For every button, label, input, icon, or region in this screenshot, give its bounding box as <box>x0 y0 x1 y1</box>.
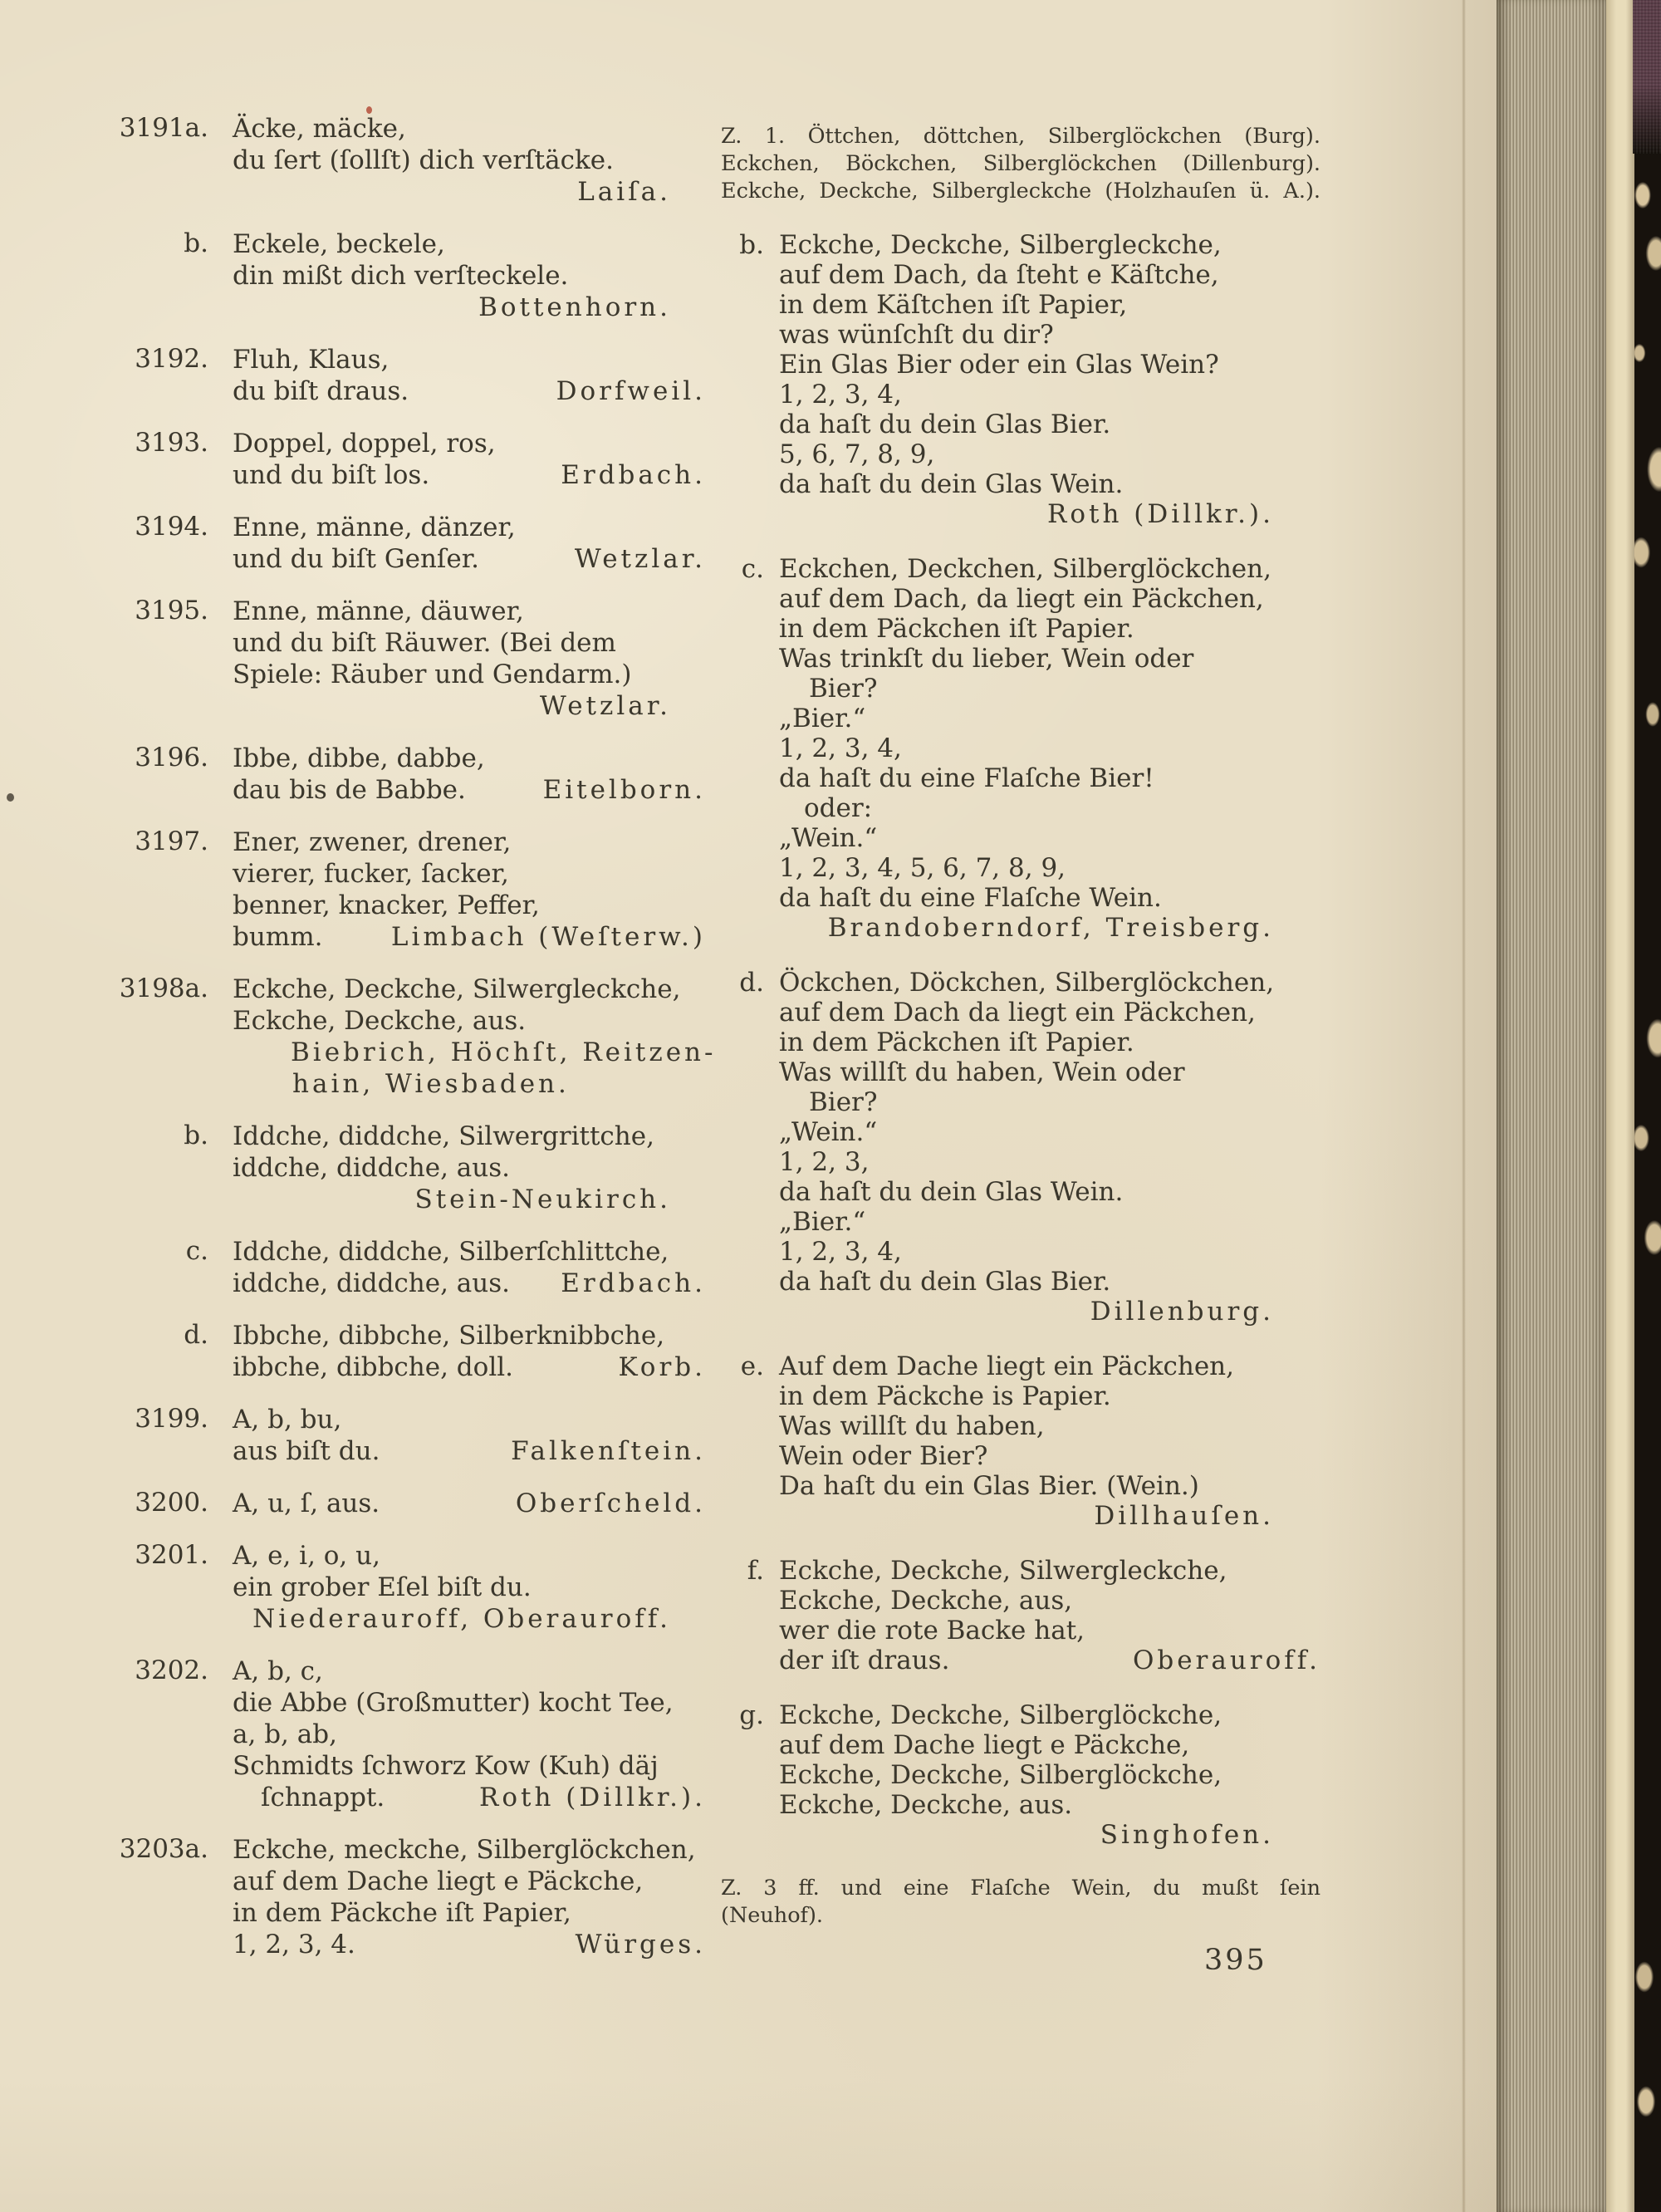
verse-line: 1, 2, 3, 4, <box>779 379 902 410</box>
verse-line <box>233 1782 706 1813</box>
verse-block <box>779 554 1320 943</box>
entry-number: 3194. <box>135 512 208 542</box>
verse-line <box>233 375 706 407</box>
rhyme-entry <box>96 596 706 722</box>
verse-line: Eckchen, Deckchen, Silberglöckchen, <box>779 553 1271 584</box>
verse-block <box>233 974 717 1100</box>
verse-line: in dem Päckche is Papier. <box>779 1381 1111 1411</box>
place-name: Eitelborn. <box>542 775 706 805</box>
verse-line: A, e, i, o, u, <box>233 1541 380 1571</box>
verse-line: Doppel, doppel, ros, <box>233 429 496 459</box>
right-column <box>721 101 1320 1930</box>
entry-number: b. <box>184 1121 208 1150</box>
verse-line: Iddche, diddche, Silwergrittche, <box>233 1121 654 1151</box>
verse-block <box>233 826 706 953</box>
verse-line: vierer, fucker, ſacker, <box>233 859 509 889</box>
place-name-line: Biebrich, Höchſt, Reitzen- <box>291 1037 717 1067</box>
rhyme-entry <box>96 1320 706 1383</box>
verse-text: 1, 2, 3, 4. <box>233 1930 355 1959</box>
rhyme-entry <box>96 512 706 575</box>
rhyme-entry <box>721 1556 1320 1675</box>
verse-line: a, b, ab, <box>233 1719 337 1749</box>
verse-line: Ibbe, dibbe, dabbe, <box>233 743 485 773</box>
rhyme-entry <box>96 113 706 208</box>
verse-line <box>233 1351 706 1383</box>
place-name-line: Roth (Dillkr.). <box>1047 498 1274 529</box>
entry-number: 3195. <box>135 596 208 625</box>
entry-number: 3192. <box>135 344 208 374</box>
verse-block <box>233 1488 706 1519</box>
rhyme-entry <box>721 554 1320 943</box>
verse-line: in dem Päckche iſt Papier, <box>233 1898 571 1928</box>
verse-block <box>233 743 706 806</box>
verse-line: wer die rote Backe hat, <box>779 1615 1085 1646</box>
entry-number: f. <box>747 1555 764 1586</box>
verse-line: Was trinkſt du lieber, Wein oder <box>779 643 1194 674</box>
verse-line: die Abbe (Großmutter) kocht Tee, <box>233 1688 674 1718</box>
verse-line: 1, 2, 3, <box>779 1146 870 1177</box>
verse-block <box>233 512 706 575</box>
verse-line: in dem Käſtchen iſt Papier, <box>779 289 1128 320</box>
verse-text: und du biſt Genſer. <box>233 544 479 574</box>
verse-line: din mißt dich verſteckele. <box>233 261 569 291</box>
entry-number: d. <box>184 1320 208 1350</box>
place-name: Roth (Dillkr.). <box>479 1783 706 1812</box>
place-name: Falkenſtein. <box>511 1436 706 1466</box>
verse-block <box>233 596 706 722</box>
verse-block <box>233 1540 706 1635</box>
verse-text: aus biſt du. <box>233 1436 380 1466</box>
verse-line: da haſt du dein Glas Bier. <box>779 1266 1111 1297</box>
verse-line: iddche, diddche, aus. <box>233 1153 511 1183</box>
verse-text: und du biſt los. <box>233 460 430 490</box>
verse-line <box>233 921 706 953</box>
verse-text: der iſt draus. <box>779 1645 950 1675</box>
rhyme-entry <box>96 228 706 323</box>
place-name: Oberſcheld. <box>515 1489 706 1518</box>
verse-block <box>233 1655 706 1813</box>
entry-number: 3203a. <box>119 1834 208 1864</box>
verse-line: da haſt du dein Glas Bier. <box>779 409 1111 439</box>
spine-cloth-corner <box>1633 0 1661 154</box>
paper-speck <box>366 106 372 114</box>
verse-line: Ibbche, dibbche, Silberknibbche, <box>233 1321 665 1351</box>
entry-number: g. <box>739 1699 764 1730</box>
verse-line: da haſt du dein Glas Wein. <box>779 468 1124 499</box>
place-name: Erdbach. <box>561 460 706 490</box>
marbled-cover <box>1634 0 1661 2212</box>
verse-block <box>233 1320 706 1383</box>
verse-line <box>233 543 706 575</box>
place-name-line: Wetzlar. <box>539 691 671 721</box>
verse-line: oder: <box>804 792 873 823</box>
rhyme-entry <box>96 344 706 407</box>
rhyme-entry <box>96 1404 706 1467</box>
entry-number: 3193. <box>135 428 208 458</box>
verse-line: Eckche, Deckche, Silwergleckche, <box>233 974 681 1004</box>
verse-text: ſchnappt. <box>261 1783 385 1812</box>
verse-line: du ſert (ſollſt) dich verſtäcke. <box>233 145 614 175</box>
verse-line <box>233 1435 706 1467</box>
footnote-bottom <box>721 1875 1320 1930</box>
place-name-line: Stein-Neukirch. <box>414 1184 671 1214</box>
place-name-line: Dillenburg. <box>1090 1296 1274 1327</box>
rhyme-entry <box>96 1834 706 1960</box>
place-name: Würges. <box>575 1930 706 1959</box>
cover-board-edge <box>1606 0 1634 2212</box>
rhyme-entry <box>96 826 706 953</box>
verse-line: Öckchen, Döckchen, Silberglöckchen, <box>779 967 1275 998</box>
verse-line: Auf dem Dache liegt ein Päckchen, <box>779 1351 1234 1381</box>
verse-line: A, b, c, <box>233 1656 323 1686</box>
entry-number: 3191a. <box>119 113 208 143</box>
entry-number: 3202. <box>135 1655 208 1685</box>
place-name-line: Brandoberndorf, Treisberg. <box>827 912 1274 943</box>
entry-number: d. <box>739 967 764 998</box>
verse-line: Was willſt du haben, Wein oder <box>779 1057 1185 1087</box>
verse-block <box>779 1351 1320 1531</box>
verse-line: Eckche, Deckche, Silberglöckche, <box>779 1699 1222 1730</box>
entry-number: b. <box>184 228 208 258</box>
verse-line: in dem Päckchen iſt Papier. <box>779 613 1134 644</box>
verse-text: A, u, ſ, aus. <box>233 1489 380 1518</box>
rhyme-entry <box>721 230 1320 529</box>
verse-block <box>233 1404 706 1467</box>
verse-line: und du biſt Räuwer. (Bei dem <box>233 628 616 658</box>
verse-line: Fluh, Klaus, <box>233 345 390 375</box>
verse-block <box>233 1121 706 1215</box>
verse-line: 1, 2, 3, 4, <box>779 733 902 763</box>
entry-number: c. <box>741 553 764 584</box>
verse-line: Eckche, Deckche, Silbergleckche, <box>779 229 1222 260</box>
verse-line <box>233 1488 706 1519</box>
rhyme-entry <box>96 1540 706 1635</box>
footnote-top: Z. 1. Öttchen, döttchen, Silberglöckchen (Burg). Eckchen, Böckchen, Silberglöckchen (Dillenburg). Eckche, Deckche, Silbergleckche (Holzhauſen ü. A.). <box>721 123 1320 204</box>
verse-line: 1, 2, 3, 4, 5, 6, 7, 8, 9, <box>779 852 1066 883</box>
place-name: Oberauroff. <box>1132 1645 1320 1675</box>
verse-text: ibbche, dibbche, doll. <box>233 1352 514 1382</box>
page-fold-crease <box>1462 0 1466 2212</box>
paper-speck <box>7 793 14 802</box>
right-column-entries <box>721 230 1320 1850</box>
verse-block <box>779 230 1320 529</box>
verse-block <box>779 1700 1320 1850</box>
entry-number: 3201. <box>135 1540 208 1570</box>
rhyme-entry <box>721 1700 1320 1850</box>
verse-line: ein grober Eſel biſt du. <box>233 1572 532 1602</box>
footnote-line: (Neuhof). <box>721 1902 824 1928</box>
verse-line: 1, 2, 3, 4, <box>779 1236 902 1267</box>
place-name-line: Bottenhorn. <box>478 292 671 322</box>
verse-line: Wein oder Bier? <box>779 1440 988 1471</box>
rhyme-entry <box>96 1121 706 1215</box>
verse-line <box>233 1929 706 1960</box>
verse-line: da haſt du eine Flaſche Bier! <box>779 763 1154 793</box>
rhyme-entry <box>96 1488 706 1519</box>
verse-line: in dem Päckchen iſt Papier. <box>779 1027 1134 1057</box>
verse-line: auf dem Dache liegt e Päckche, <box>779 1729 1190 1760</box>
verse-line: Ein Glas Bier oder ein Glas Wein? <box>779 349 1219 380</box>
rhyme-entry <box>96 1655 706 1813</box>
book-fore-edge-pages <box>1497 0 1606 2212</box>
place-name: Limbach (Weſterw.) <box>390 922 706 952</box>
place-name: Korb. <box>618 1352 706 1382</box>
left-column <box>96 113 717 1960</box>
entry-number: b. <box>739 229 764 260</box>
verse-line: was wünſchſt du dir? <box>779 319 1054 350</box>
rhyme-entry <box>721 1351 1320 1531</box>
verse-line: Eckche, Deckche, aus. <box>233 1006 527 1036</box>
verse-line: auf dem Dach, da liegt ein Päckchen, <box>779 583 1264 614</box>
place-name-line: Singhofen. <box>1100 1819 1274 1850</box>
verse-block <box>779 968 1320 1327</box>
verse-line: auf dem Dach da liegt ein Päckchen, <box>779 997 1256 1028</box>
verse-line: auf dem Dache liegt e Päckche, <box>233 1866 644 1896</box>
verse-block <box>233 1236 706 1299</box>
page-number: 395 <box>1204 1944 1267 1977</box>
place-name-line: Niederauroff, Oberauroff. <box>252 1604 671 1634</box>
verse-line: „Wein.“ <box>779 1116 878 1147</box>
place-name-line: Laiſa. <box>577 177 671 207</box>
rhyme-entry <box>721 968 1320 1327</box>
entry-number: 3199. <box>135 1404 208 1434</box>
verse-line: benner, knacker, Peffer, <box>233 890 540 920</box>
entry-number: c. <box>185 1236 208 1266</box>
verse-line: „Bier.“ <box>779 703 866 733</box>
verse-line: da haſt du dein Glas Wein. <box>779 1176 1124 1207</box>
verse-line: Iddche, diddche, Silberſchlittche, <box>233 1237 669 1267</box>
place-name: Dorfweil. <box>556 376 706 406</box>
verse-line: Eckche, Deckche, Silberglöckche, <box>779 1759 1222 1790</box>
verse-line <box>779 1646 1320 1675</box>
verse-line <box>233 774 706 806</box>
entry-number: 3196. <box>135 743 208 772</box>
entry-number: e. <box>740 1351 764 1381</box>
place-name: Wetzlar. <box>574 544 706 574</box>
entry-number: 3200. <box>135 1488 208 1518</box>
footnote-line: Z. 3 ff. und eine Flaſche Wein, du mußt ſein <box>721 1875 1320 1901</box>
rhyme-entry <box>96 1236 706 1299</box>
place-name: Erdbach. <box>561 1268 706 1298</box>
verse-line: Spiele: Räuber und Gendarm.) <box>233 660 632 689</box>
verse-text: iddche, diddche, aus. <box>233 1268 511 1298</box>
verse-line: Eckche, meckche, Silberglöckchen, <box>233 1835 696 1865</box>
verse-line: Schmidts ſchworz Kow (Kuh) däj <box>233 1751 659 1781</box>
verse-line: Ener, zwener, drener, <box>233 827 512 857</box>
verse-text: du biſt draus. <box>233 376 409 406</box>
place-name-line: Dillhauſen. <box>1094 1500 1274 1531</box>
verse-block <box>779 1556 1320 1675</box>
verse-line: Äcke, mäcke, <box>233 114 406 144</box>
verse-line: „Wein.“ <box>779 822 878 853</box>
verse-block <box>233 1834 706 1960</box>
verse-line <box>233 459 706 491</box>
rhyme-entry <box>96 743 706 806</box>
verse-line: da haſt du eine Flaſche Wein. <box>779 882 1162 913</box>
verse-line: Bier? <box>809 1086 878 1117</box>
verse-block <box>233 344 706 407</box>
verse-line: Da haſt du ein Glas Bier. (Wein.) <box>779 1470 1199 1501</box>
verse-line: A, b, bu, <box>233 1405 342 1435</box>
verse-line: Eckche, Deckche, aus. <box>779 1789 1073 1820</box>
entry-number: 3197. <box>135 826 208 856</box>
verse-block <box>233 428 706 491</box>
verse-line <box>233 1268 706 1299</box>
verse-line: Eckche, Deckche, Silwergleckche, <box>779 1555 1227 1586</box>
rhyme-entry <box>96 974 717 1100</box>
verse-line: auf dem Dach, da ſteht e Käſtche, <box>779 259 1219 290</box>
verse-line: 5, 6, 7, 8, 9, <box>779 439 935 469</box>
verse-text: dau bis de Babbe. <box>233 775 466 805</box>
verse-line: „Bier.“ <box>779 1206 866 1237</box>
rhyme-entry <box>96 428 706 491</box>
verse-text: bumm. <box>233 922 323 952</box>
verse-line: Eckele, beckele, <box>233 229 445 259</box>
verse-line: Enne, männe, dänzer, <box>233 513 516 542</box>
verse-block <box>233 228 706 323</box>
verse-line: Eckche, Deckche, aus, <box>779 1585 1073 1616</box>
entry-number: 3198a. <box>119 974 208 1003</box>
verse-block <box>233 113 706 208</box>
verse-line: Was willſt du haben, <box>779 1410 1045 1441</box>
place-name-line: hain, Wiesbaden. <box>292 1069 570 1099</box>
verse-line: Bier? <box>809 673 878 704</box>
verse-line: Enne, männe, däuwer, <box>233 596 524 626</box>
